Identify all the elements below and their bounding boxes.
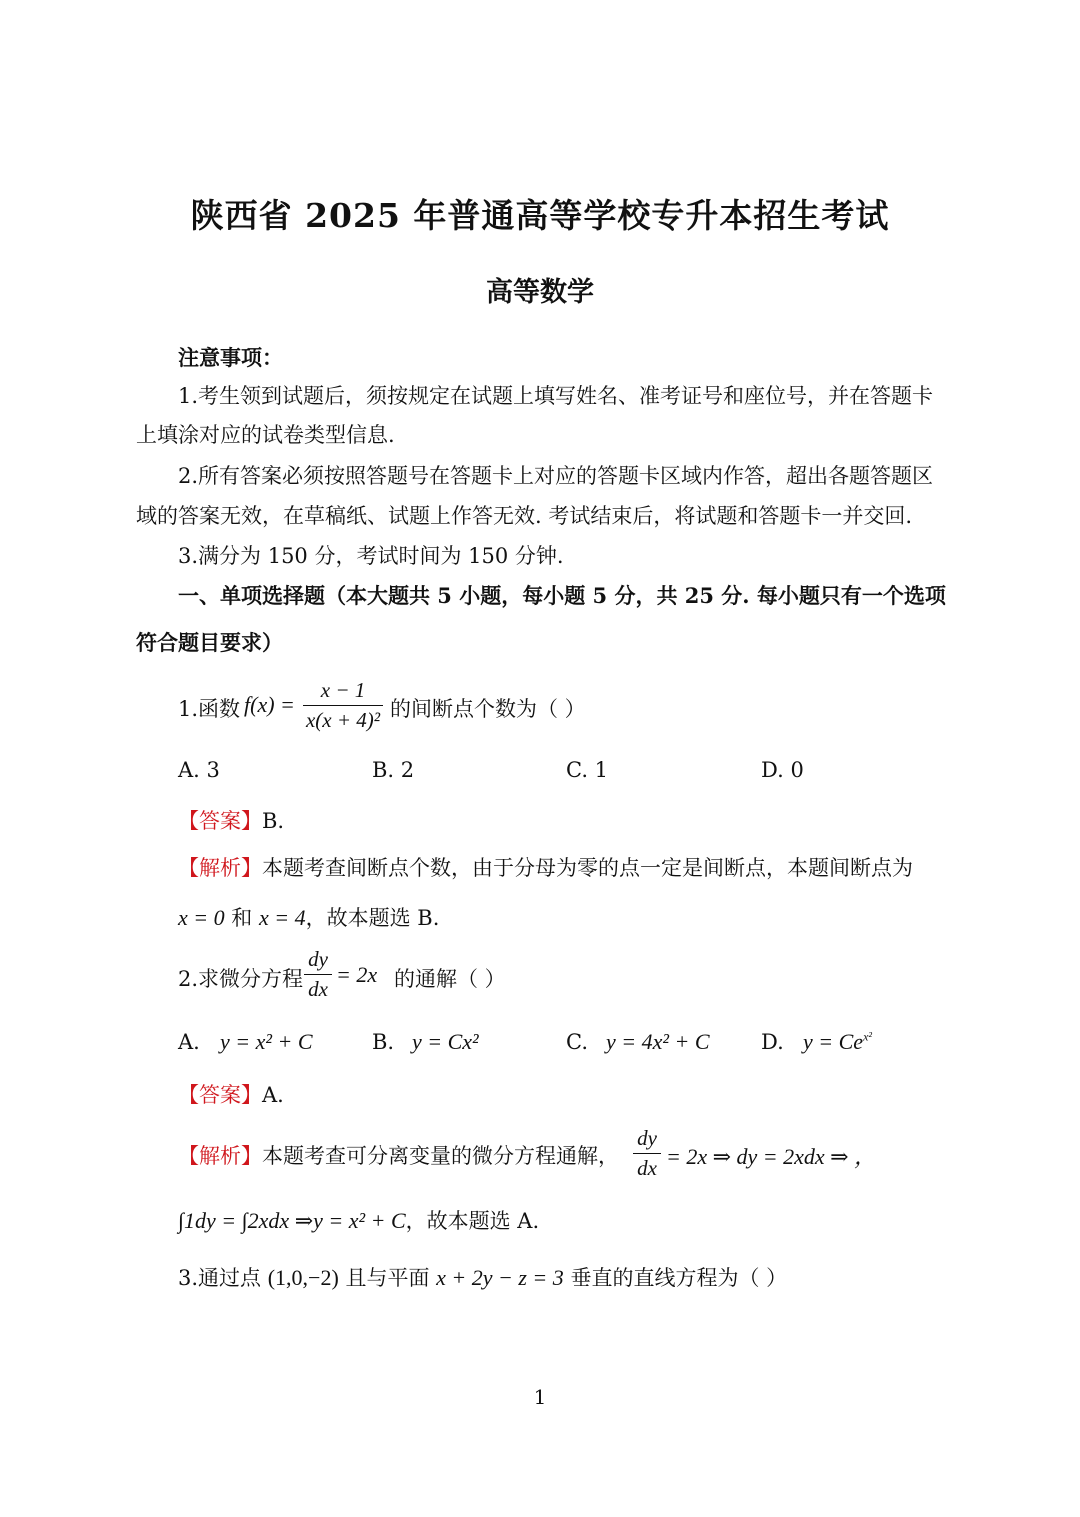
- analysis-tag: 【解析】: [178, 856, 262, 880]
- q1-fraction: [303, 678, 383, 733]
- q1-prefix: 1.函数: [178, 697, 241, 721]
- q1-denominator: x(x + 4)²: [305, 708, 381, 732]
- exam-title: 陕西省 2025 年普通高等学校专升本招生考试: [190, 196, 890, 235]
- q3-line: 3.通过点 (1,0,−2) 且与平面 x + 2y − z = 3 垂直的直线方程为（ ）: [178, 1265, 788, 1290]
- notice-item-1-line-2: 上填涂对应的试卷类型信息.: [136, 423, 395, 447]
- page-number: 1: [533, 1385, 547, 1409]
- q1-option-b: B. 2: [372, 758, 415, 782]
- analysis-tag: 【解析】: [178, 1144, 262, 1168]
- q2-option-c-label: C.: [566, 1030, 588, 1054]
- q1-suffix: 的间断点个数为（ ）: [390, 697, 586, 721]
- q1-function: f(x) =: [244, 692, 295, 717]
- q1-analysis-line-1: 【解析】本题考查间断点个数，由于分母为零的点一定是间断点，本题间断点为: [178, 856, 913, 880]
- notice-item-3: 3.满分为 150 分，考试时间为 150 分钟.: [178, 544, 564, 568]
- q2-analysis-equation: = 2x ⇒ dy = 2xdx ⇒ ，: [666, 1144, 877, 1169]
- q1-option-d: D. 0: [761, 758, 804, 782]
- q2-option-a: y = x² + C: [220, 1029, 313, 1054]
- q2-fraction: dy dx: [304, 947, 332, 1002]
- q1-answer-row: [178, 805, 284, 835]
- q2-analysis-line-2: ∫1dy = ∫2xdx ⇒y = x² + C，故本题选 A.: [178, 1208, 540, 1233]
- notice-item-2-line-2: 域的答案无效，在草稿纸、试题上作答无效. 考试结束后，将试题和答题卡一并交回.: [136, 504, 913, 528]
- answer-tag: 【答案】: [178, 809, 262, 833]
- notice-item-1-line-1: 1.考生领到试题后，须按规定在试题上填写姓名、准考证号和座位号，并在答题卡: [178, 384, 934, 408]
- notice-heading: 注意事项：: [178, 345, 283, 370]
- q1-numerator: x − 1: [320, 678, 366, 702]
- q2-prefix: 2.求微分方程: [178, 967, 304, 991]
- q1-analysis-line-2: x = 0 和 x = 4，故本题选 B.: [178, 905, 440, 930]
- q2-option-b: y = Cx²: [412, 1029, 479, 1054]
- subject-title: 高等数学: [486, 277, 594, 308]
- q2-analysis-line-1: 【解析】本题考查可分离变量的微分方程通解，: [178, 1144, 619, 1168]
- q2-answer: A.: [262, 1083, 284, 1107]
- answer-tag: 【答案】: [178, 1083, 262, 1107]
- q2-equation: = 2x: [336, 962, 378, 987]
- notice-item-2-line-1: 2.所有答案必须按照答题号在答题卡上对应的答题卡区域内作答，超出各题答题区: [178, 464, 934, 488]
- q2-analysis-fraction: dy dx: [633, 1126, 661, 1181]
- q2-option-d: $y = Ce^{x^2}$: [803, 1029, 872, 1054]
- q1-option-a: A. 3: [178, 758, 220, 782]
- q2-option-b-label: B.: [372, 1030, 395, 1054]
- q1-answer: B.: [262, 809, 285, 833]
- section-heading-line-2: 符合题目要求）: [136, 630, 283, 655]
- section-heading-line-1: 一、单项选择题（本大题共 5 小题，每小题 5 分，共 25 分. 每小题只有一个选项: [178, 583, 946, 608]
- q2-option-d-label: D.: [761, 1030, 784, 1054]
- q2-answer-row: [178, 1079, 284, 1109]
- q2-option-c: y = 4x² + C: [606, 1029, 710, 1054]
- q2-option-a-label: A.: [178, 1030, 200, 1054]
- q2-suffix: 的通解（ ）: [394, 967, 506, 991]
- q1-option-c: C. 1: [566, 758, 609, 782]
